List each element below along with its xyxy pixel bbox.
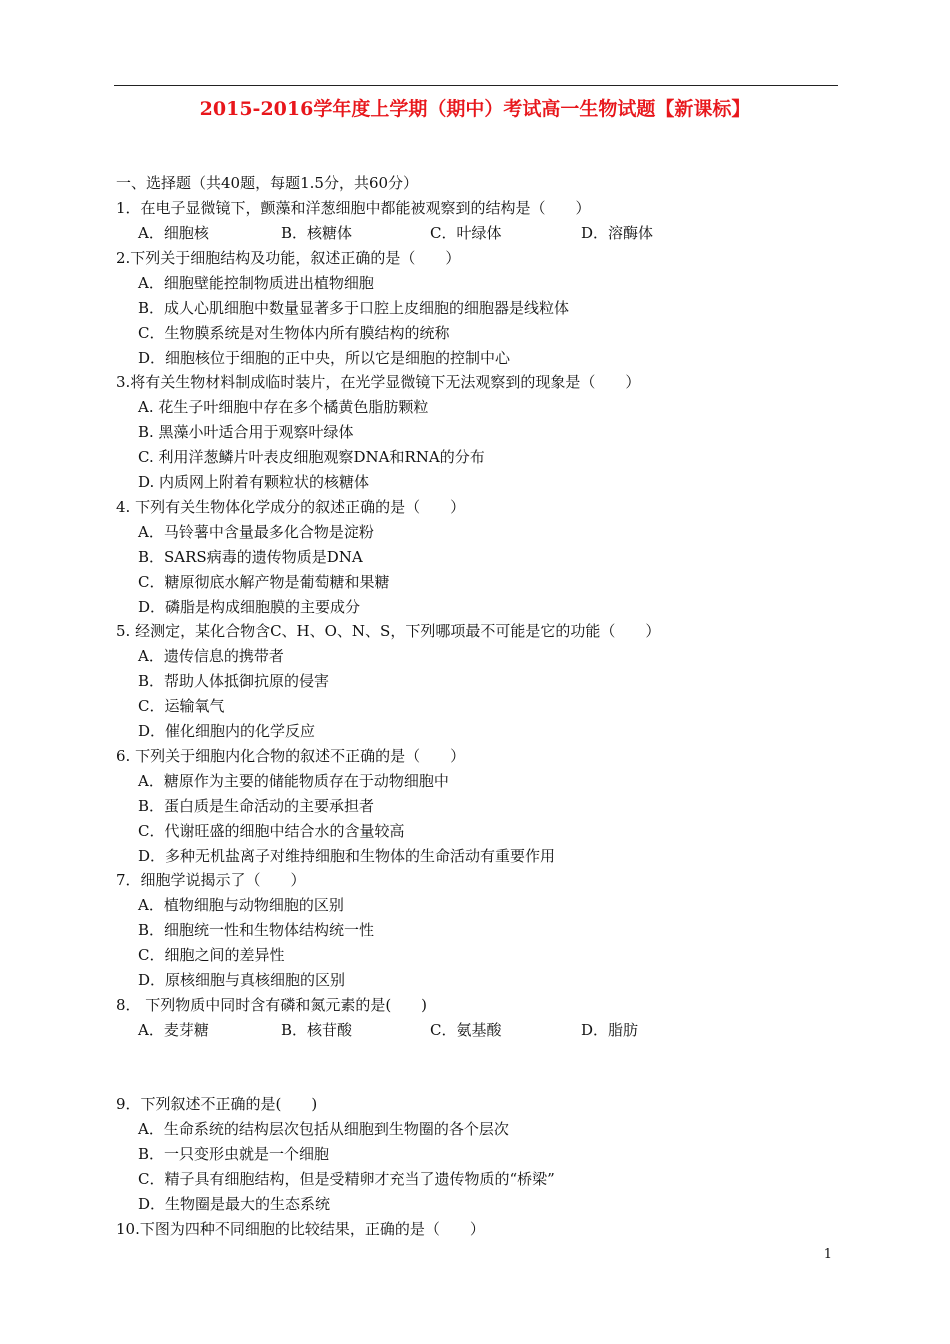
option-a: A．细胞壁能控制物质进出植物细胞 (138, 274, 374, 292)
option-a: A．细胞核 (138, 224, 209, 242)
question-stem-5: 5. 经测定，某化合物含C、H、O、N、S，下列哪项最不可能是它的功能（ ） (116, 622, 661, 640)
option-d: D．多种无机盐离子对维持细胞和生物体的生命活动有重要作用 (138, 847, 556, 865)
option-a: A．马铃薯中含量最多化合物是淀粉 (138, 523, 374, 541)
question-stem-1: 1．在电子显微镜下，颤藻和洋葱细胞中都能被观察到的结构是（ ） (116, 199, 591, 217)
option-b: B．核苷酸 (281, 1021, 353, 1039)
header-rule (114, 85, 838, 86)
option-d: D．磷脂是构成细胞膜的主要成分 (138, 598, 361, 616)
option-b: B．SARS病毒的遗传物质是DNA (138, 548, 363, 566)
option-d: D．催化细胞内的化学反应 (138, 722, 316, 740)
option-c: C．叶绿体 (430, 224, 502, 242)
option-b: B．成人心肌细胞中数量显著多于口腔上皮细胞的细胞器是线粒体 (138, 299, 570, 317)
option-b: B．核糖体 (281, 224, 353, 242)
option-a: A．糖原作为主要的储能物质存在于动物细胞中 (138, 772, 449, 790)
question-stem-8: 8． 下列物质中同时含有磷和氮元素的是( ) (116, 996, 428, 1014)
option-d: D．溶酶体 (581, 224, 654, 242)
option-b: B．细胞统一性和生物体结构统一性 (138, 921, 375, 939)
question-stem-7: 7．细胞学说揭示了（ ） (116, 871, 306, 889)
option-d: D．脂肪 (581, 1021, 639, 1039)
option-c: C．代谢旺盛的细胞中结合水的含量较高 (138, 822, 405, 840)
page-title: 2015-2016学年度上学期（期中）考试高一生物试题【新课标】 (199, 98, 751, 120)
option-d: D. 内质网上附着有颗粒状的核糖体 (138, 473, 370, 491)
question-stem-6: 6. 下列关于细胞内化合物的叙述不正确的是（ ） (116, 747, 466, 765)
option-c: C．精子具有细胞结构，但是受精卵才充当了遗传物质的“桥梁” (138, 1170, 555, 1188)
option-a: A．生命系统的结构层次包括从细胞到生物圈的各个层次 (138, 1120, 509, 1138)
option-d: D．生物圈是最大的生态系统 (138, 1195, 331, 1213)
option-b: B．帮助人体抵御抗原的侵害 (138, 672, 330, 690)
option-c: C．糖原彻底水解产物是葡萄糖和果糖 (138, 573, 390, 591)
section-heading: 一、选择题（共40题，每题1.5分，共60分） (116, 174, 419, 192)
option-c: C．生物膜系统是对生物体内所有膜结构的统称 (138, 324, 450, 342)
question-stem-3: 3.将有关生物材料制成临时装片，在光学显微镜下无法观察到的现象是（ ） (116, 373, 641, 391)
option-a: A．植物细胞与动物细胞的区别 (138, 896, 344, 914)
option-c: C．细胞之间的差异性 (138, 946, 285, 964)
option-b: B．一只变形虫就是一个细胞 (138, 1145, 330, 1163)
question-stem-4: 4. 下列有关生物体化学成分的叙述正确的是（ ） (116, 498, 466, 516)
option-a: A. 花生子叶细胞中存在多个橘黄色脂肪颗粒 (138, 398, 429, 416)
option-a: A．麦芽糖 (138, 1021, 209, 1039)
option-d: D．原核细胞与真核细胞的区别 (138, 971, 346, 989)
question-stem-2: 2.下列关于细胞结构及功能，叙述正确的是（ ） (116, 249, 461, 267)
page-number: 1 (823, 1247, 832, 1262)
question-stem-10: 10.下图为四种不同细胞的比较结果，正确的是（ ） (116, 1220, 485, 1238)
option-c: C. 利用洋葱鳞片叶表皮细胞观察DNA和RNA的分布 (138, 448, 485, 466)
option-c: C．氨基酸 (430, 1021, 502, 1039)
question-stem-9: 9．下列叙述不正确的是( ) (116, 1095, 318, 1113)
option-a: A．遗传信息的携带者 (138, 647, 284, 665)
option-b: B．蛋白质是生命活动的主要承担者 (138, 797, 375, 815)
option-b: B. 黑藻小叶适合用于观察叶绿体 (138, 423, 354, 441)
option-c: C．运输氧气 (138, 697, 225, 715)
option-d: D．细胞核位于细胞的正中央，所以它是细胞的控制中心 (138, 349, 511, 367)
